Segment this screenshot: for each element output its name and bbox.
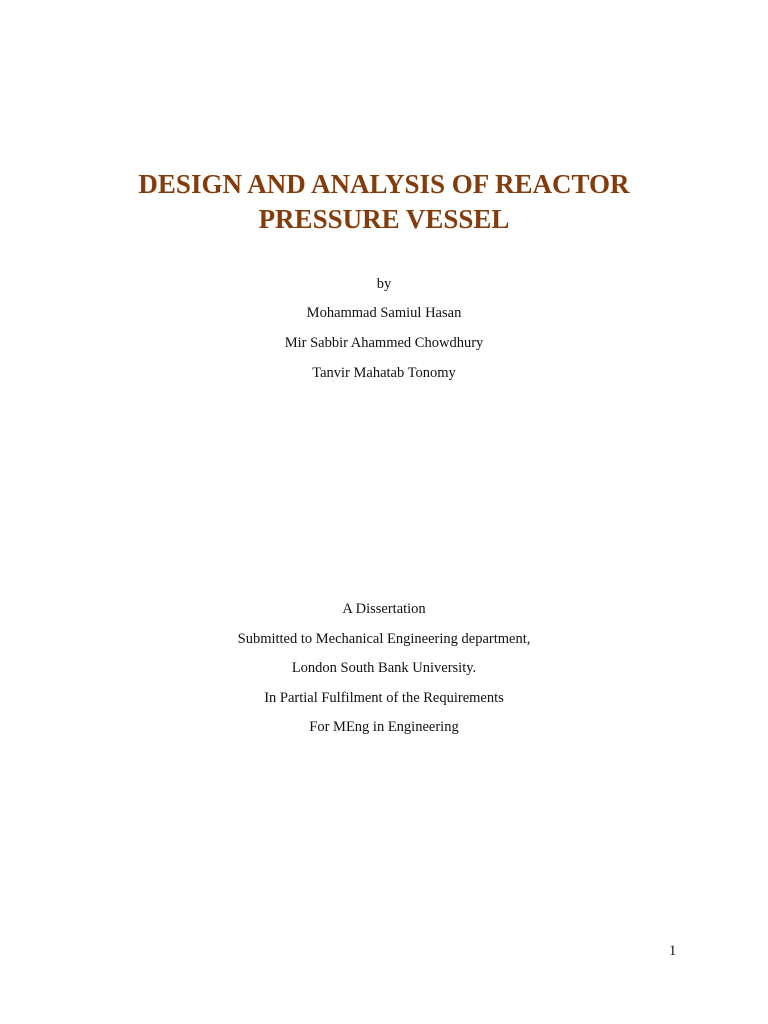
submission-university: London South Bank University.: [291, 660, 477, 676]
dissertation-label: A Dissertation: [342, 601, 426, 617]
page-number: 1: [669, 943, 677, 959]
title-line-2: PRESSURE VESSEL: [258, 204, 510, 234]
submission-requirements: In Partial Fulfilment of the Requirements: [264, 690, 504, 706]
title-line-1: DESIGN AND ANALYSIS OF REACTOR: [138, 169, 630, 199]
author-name: Mohammad Samiul Hasan: [306, 305, 462, 321]
submission-department: Submitted to Mechanical Engineering department,: [237, 631, 531, 647]
author-name: Tanvir Mahatab Tonomy: [312, 365, 456, 381]
by-label: by: [376, 276, 392, 292]
submission-degree: For MEng in Engineering: [309, 719, 459, 735]
author-name: Mir Sabbir Ahammed Chowdhury: [284, 335, 484, 351]
